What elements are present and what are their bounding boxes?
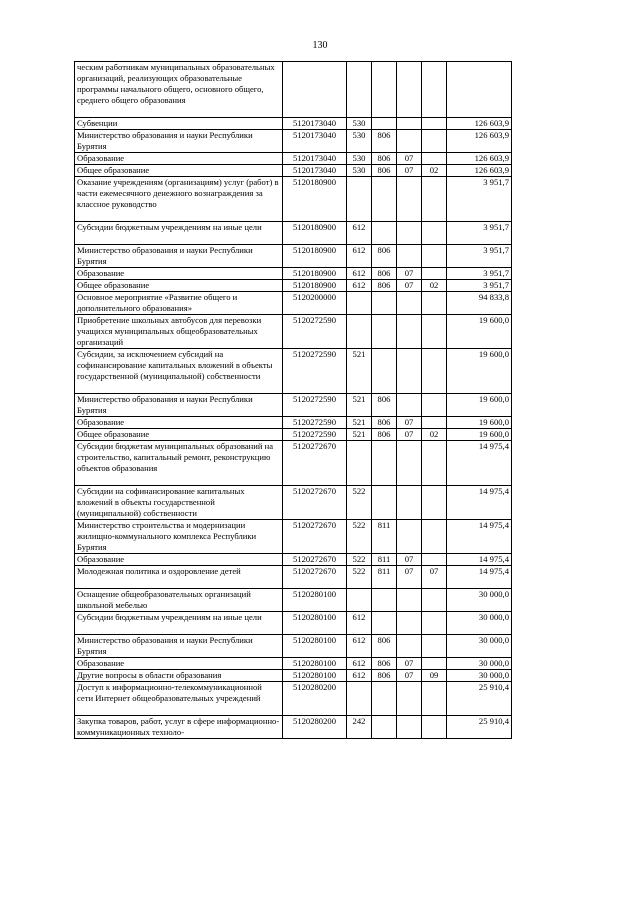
row-name-cell: Субвенции <box>75 118 283 130</box>
table-row <box>75 658 512 670</box>
row-section-cell <box>397 716 422 739</box>
row-subsection-cell <box>422 682 447 716</box>
row-ministry-code-cell <box>372 222 397 245</box>
row-ministry-code-cell: 806 <box>372 245 397 268</box>
row-ministry-code-cell <box>372 177 397 222</box>
row-subsection-cell <box>422 635 447 658</box>
row-subsection-cell <box>422 441 447 486</box>
row-section-cell: 07 <box>397 429 422 441</box>
row-section-cell <box>397 222 422 245</box>
row-target-article-cell: 5120180900 <box>283 268 347 280</box>
row-subsection-cell <box>422 118 447 130</box>
row-amount-cell: 3 951,7 <box>447 222 512 245</box>
row-ministry-code-cell: 806 <box>372 658 397 670</box>
table-row <box>75 682 512 716</box>
row-expense-type-cell <box>347 682 372 716</box>
row-target-article-cell: 5120180900 <box>283 245 347 268</box>
row-amount-cell: 3 951,7 <box>447 280 512 292</box>
table-row <box>75 177 512 222</box>
row-expense-type-cell <box>347 62 372 118</box>
row-ministry-code-cell: 806 <box>372 394 397 417</box>
table-row <box>75 554 512 566</box>
row-ministry-code-cell <box>372 589 397 612</box>
row-expense-type-cell: 530 <box>347 118 372 130</box>
row-name-cell: Образование <box>75 268 283 280</box>
row-ministry-code-cell <box>372 486 397 520</box>
table-row <box>75 589 512 612</box>
row-section-cell <box>397 315 422 349</box>
table-row <box>75 292 512 315</box>
row-expense-type-cell: 612 <box>347 612 372 635</box>
row-expense-type-cell: 612 <box>347 222 372 245</box>
row-subsection-cell <box>422 222 447 245</box>
row-section-cell <box>397 349 422 394</box>
row-expense-type-cell <box>347 589 372 612</box>
row-expense-type-cell: 612 <box>347 280 372 292</box>
row-amount-cell: 30 000,0 <box>447 658 512 670</box>
row-target-article-cell: 5120173040 <box>283 130 347 153</box>
table-row <box>75 394 512 417</box>
row-section-cell: 07 <box>397 670 422 682</box>
row-amount-cell: 126 603,9 <box>447 118 512 130</box>
table-row <box>75 62 512 118</box>
row-target-article-cell: 5120173040 <box>283 118 347 130</box>
row-ministry-code-cell <box>372 441 397 486</box>
row-expense-type-cell: 530 <box>347 165 372 177</box>
row-ministry-code-cell <box>372 682 397 716</box>
row-ministry-code-cell: 806 <box>372 130 397 153</box>
row-section-cell <box>397 441 422 486</box>
row-target-article-cell: 5120280100 <box>283 589 347 612</box>
row-name-cell: Общее образование <box>75 280 283 292</box>
row-amount-cell: 126 603,9 <box>447 165 512 177</box>
row-subsection-cell <box>422 177 447 222</box>
row-ministry-code-cell: 806 <box>372 417 397 429</box>
row-expense-type-cell: 242 <box>347 716 372 739</box>
row-expense-type-cell: 522 <box>347 554 372 566</box>
table-row <box>75 268 512 280</box>
row-target-article-cell: 5120272590 <box>283 429 347 441</box>
row-ministry-code-cell <box>372 315 397 349</box>
row-subsection-cell <box>422 520 447 554</box>
row-ministry-code-cell <box>372 118 397 130</box>
row-amount-cell: 25 910,4 <box>447 716 512 739</box>
row-target-article-cell: 5120280200 <box>283 682 347 716</box>
row-amount-cell: 14 975,4 <box>447 566 512 589</box>
row-expense-type-cell: 521 <box>347 429 372 441</box>
row-section-cell: 07 <box>397 153 422 165</box>
row-name-cell: Оказание учреждениям (организациям) услуг (работ) в части ежемесячного денежного вознаграждения за классное руководство <box>75 177 283 222</box>
row-name-cell: Образование <box>75 658 283 670</box>
row-section-cell <box>397 635 422 658</box>
row-target-article-cell: 5120272670 <box>283 554 347 566</box>
table-row <box>75 670 512 682</box>
row-ministry-code-cell: 806 <box>372 268 397 280</box>
row-subsection-cell: 02 <box>422 429 447 441</box>
table-row <box>75 280 512 292</box>
table-row <box>75 315 512 349</box>
row-section-cell: 07 <box>397 417 422 429</box>
row-expense-type-cell: 530 <box>347 130 372 153</box>
row-name-cell: Министерство образования и науки Республики Бурятия <box>75 394 283 417</box>
table-row <box>75 222 512 245</box>
row-section-cell <box>397 292 422 315</box>
row-section-cell <box>397 245 422 268</box>
row-name-cell: Министерство образования и науки Республики Бурятия <box>75 130 283 153</box>
row-section-cell: 07 <box>397 566 422 589</box>
budget-table <box>74 61 512 739</box>
row-ministry-code-cell: 811 <box>372 554 397 566</box>
row-name-cell: Министерство строительства и модернизации жилищно-коммунального комплекса Республики Бурятия <box>75 520 283 554</box>
row-expense-type-cell: 522 <box>347 486 372 520</box>
row-subsection-cell <box>422 589 447 612</box>
row-amount-cell: 14 975,4 <box>447 486 512 520</box>
row-section-cell <box>397 589 422 612</box>
row-amount-cell: 19 600,0 <box>447 429 512 441</box>
row-expense-type-cell: 612 <box>347 245 372 268</box>
row-name-cell: Приобретение школьных автобусов для перевозки учащихся муниципальных общеобразовательных организаций <box>75 315 283 349</box>
row-expense-type-cell: 521 <box>347 394 372 417</box>
row-section-cell: 07 <box>397 280 422 292</box>
row-expense-type-cell: 521 <box>347 417 372 429</box>
row-section-cell <box>397 612 422 635</box>
row-section-cell <box>397 520 422 554</box>
row-subsection-cell <box>422 658 447 670</box>
row-expense-type-cell: 522 <box>347 520 372 554</box>
row-section-cell <box>397 118 422 130</box>
row-name-cell: Субсидии, за исключением субсидий на софинансирование капитальных вложений в объекты государственной (муниципальной) собственности <box>75 349 283 394</box>
row-subsection-cell: 09 <box>422 670 447 682</box>
row-name-cell: Субсидии бюджетным учреждениям на иные цели <box>75 222 283 245</box>
row-target-article-cell: 5120180900 <box>283 177 347 222</box>
row-subsection-cell <box>422 554 447 566</box>
row-ministry-code-cell: 806 <box>372 670 397 682</box>
table-row <box>75 566 512 589</box>
row-name-cell: Общее образование <box>75 429 283 441</box>
table-row <box>75 635 512 658</box>
row-subsection-cell <box>422 245 447 268</box>
row-target-article-cell <box>283 62 347 118</box>
row-ministry-code-cell <box>372 292 397 315</box>
row-name-cell: Закупка товаров, работ, услуг в сфере информационно-коммуникационных техноло- <box>75 716 283 739</box>
row-expense-type-cell: 612 <box>347 635 372 658</box>
row-name-cell: Субсидии бюджетам муниципальных образований на строительство, капитальный ремонт, реконструкцию объектов образования <box>75 441 283 486</box>
row-target-article-cell: 5120180900 <box>283 280 347 292</box>
row-expense-type-cell <box>347 315 372 349</box>
row-section-cell <box>397 177 422 222</box>
row-expense-type-cell <box>347 177 372 222</box>
row-name-cell: Образование <box>75 153 283 165</box>
table-row <box>75 417 512 429</box>
row-name-cell: Молодежная политика и оздоровление детей <box>75 566 283 589</box>
row-expense-type-cell: 612 <box>347 268 372 280</box>
row-expense-type-cell: 612 <box>347 658 372 670</box>
row-amount-cell: 3 951,7 <box>447 268 512 280</box>
row-target-article-cell: 5120272670 <box>283 520 347 554</box>
row-ministry-code-cell: 806 <box>372 429 397 441</box>
row-amount-cell: 30 000,0 <box>447 670 512 682</box>
row-amount-cell: 25 910,4 <box>447 682 512 716</box>
row-target-article-cell: 5120272590 <box>283 417 347 429</box>
row-target-article-cell: 5120272590 <box>283 394 347 417</box>
row-subsection-cell <box>422 417 447 429</box>
row-name-cell: Основное мероприятие «Развитие общего и дополнительного образования» <box>75 292 283 315</box>
row-name-cell: Оснащение общеобразовательных организаций школьной мебелью <box>75 589 283 612</box>
row-subsection-cell <box>422 315 447 349</box>
row-amount-cell: 126 603,9 <box>447 153 512 165</box>
row-section-cell <box>397 486 422 520</box>
row-name-cell: Министерство образования и науки Республики Бурятия <box>75 245 283 268</box>
row-ministry-code-cell <box>372 612 397 635</box>
row-subsection-cell <box>422 130 447 153</box>
row-subsection-cell <box>422 62 447 118</box>
row-name-cell: Министерство образования и науки Республики Бурятия <box>75 635 283 658</box>
row-target-article-cell: 5120173040 <box>283 153 347 165</box>
row-section-cell <box>397 394 422 417</box>
row-amount-cell: 19 600,0 <box>447 394 512 417</box>
row-ministry-code-cell: 811 <box>372 520 397 554</box>
budget-table-body <box>75 62 512 739</box>
row-amount-cell: 14 975,4 <box>447 520 512 554</box>
row-amount-cell: 126 603,9 <box>447 130 512 153</box>
page-number: 130 <box>312 40 328 51</box>
row-section-cell <box>397 62 422 118</box>
row-target-article-cell: 5120280100 <box>283 670 347 682</box>
row-subsection-cell <box>422 716 447 739</box>
row-subsection-cell: 02 <box>422 280 447 292</box>
row-target-article-cell: 5120272590 <box>283 349 347 394</box>
table-row <box>75 130 512 153</box>
row-amount-cell: 94 833,8 <box>447 292 512 315</box>
row-ministry-code-cell <box>372 716 397 739</box>
row-subsection-cell <box>422 268 447 280</box>
row-target-article-cell: 5120280100 <box>283 635 347 658</box>
row-subsection-cell <box>422 612 447 635</box>
row-target-article-cell: 5120272670 <box>283 566 347 589</box>
table-row <box>75 612 512 635</box>
row-ministry-code-cell <box>372 349 397 394</box>
row-amount-cell: 3 951,7 <box>447 245 512 268</box>
row-subsection-cell: 02 <box>422 165 447 177</box>
table-row <box>75 165 512 177</box>
row-expense-type-cell <box>347 292 372 315</box>
row-amount-cell: 3 951,7 <box>447 177 512 222</box>
row-target-article-cell: 5120173040 <box>283 165 347 177</box>
row-subsection-cell <box>422 292 447 315</box>
table-row <box>75 486 512 520</box>
row-ministry-code-cell: 806 <box>372 280 397 292</box>
row-expense-type-cell: 521 <box>347 349 372 394</box>
row-name-cell: Субсидии на софинансирование капитальных вложений в объекты государственной (муниципальной) собственности <box>75 486 283 520</box>
row-target-article-cell: 5120180900 <box>283 222 347 245</box>
row-name-cell: Образование <box>75 417 283 429</box>
row-target-article-cell: 5120280100 <box>283 658 347 670</box>
row-target-article-cell: 5120280200 <box>283 716 347 739</box>
table-row <box>75 716 512 739</box>
row-section-cell <box>397 682 422 716</box>
table-row <box>75 441 512 486</box>
row-amount-cell: 14 975,4 <box>447 441 512 486</box>
row-section-cell: 07 <box>397 165 422 177</box>
row-amount-cell <box>447 62 512 118</box>
row-name-cell: Общее образование <box>75 165 283 177</box>
row-name-cell: Другие вопросы в области образования <box>75 670 283 682</box>
table-row <box>75 349 512 394</box>
row-target-article-cell: 5120272670 <box>283 486 347 520</box>
row-subsection-cell <box>422 153 447 165</box>
row-expense-type-cell: 530 <box>347 153 372 165</box>
row-ministry-code-cell: 811 <box>372 566 397 589</box>
row-section-cell: 07 <box>397 268 422 280</box>
row-subsection-cell <box>422 486 447 520</box>
row-amount-cell: 14 975,4 <box>447 554 512 566</box>
table-row <box>75 429 512 441</box>
row-subsection-cell <box>422 349 447 394</box>
row-amount-cell: 19 600,0 <box>447 417 512 429</box>
row-amount-cell: 30 000,0 <box>447 635 512 658</box>
row-section-cell: 07 <box>397 658 422 670</box>
row-subsection-cell: 07 <box>422 566 447 589</box>
row-name-cell: Доступ к информационно-телекоммуникационной сети Интернет общеобразовательных учреждений <box>75 682 283 716</box>
row-amount-cell: 30 000,0 <box>447 612 512 635</box>
row-amount-cell: 30 000,0 <box>447 589 512 612</box>
table-row <box>75 118 512 130</box>
row-name-cell: Субсидии бюджетным учреждениям на иные цели <box>75 612 283 635</box>
row-section-cell <box>397 130 422 153</box>
row-section-cell: 07 <box>397 554 422 566</box>
row-amount-cell: 19 600,0 <box>447 315 512 349</box>
row-expense-type-cell: 612 <box>347 670 372 682</box>
table-row <box>75 153 512 165</box>
row-name-cell: ческим работникам муниципальных образовательных организаций, реализующих образовательные программы начального общего, основного общего, среднего общего образования <box>75 62 283 118</box>
row-target-article-cell: 5120272670 <box>283 441 347 486</box>
table-row <box>75 245 512 268</box>
row-target-article-cell: 5120200000 <box>283 292 347 315</box>
table-row <box>75 520 512 554</box>
row-ministry-code-cell: 806 <box>372 165 397 177</box>
row-ministry-code-cell: 806 <box>372 635 397 658</box>
row-target-article-cell: 5120280100 <box>283 612 347 635</box>
row-ministry-code-cell <box>372 62 397 118</box>
row-expense-type-cell: 522 <box>347 566 372 589</box>
row-name-cell: Образование <box>75 554 283 566</box>
row-expense-type-cell <box>347 441 372 486</box>
row-amount-cell: 19 600,0 <box>447 349 512 394</box>
row-target-article-cell: 5120272590 <box>283 315 347 349</box>
row-subsection-cell <box>422 394 447 417</box>
row-ministry-code-cell: 806 <box>372 153 397 165</box>
